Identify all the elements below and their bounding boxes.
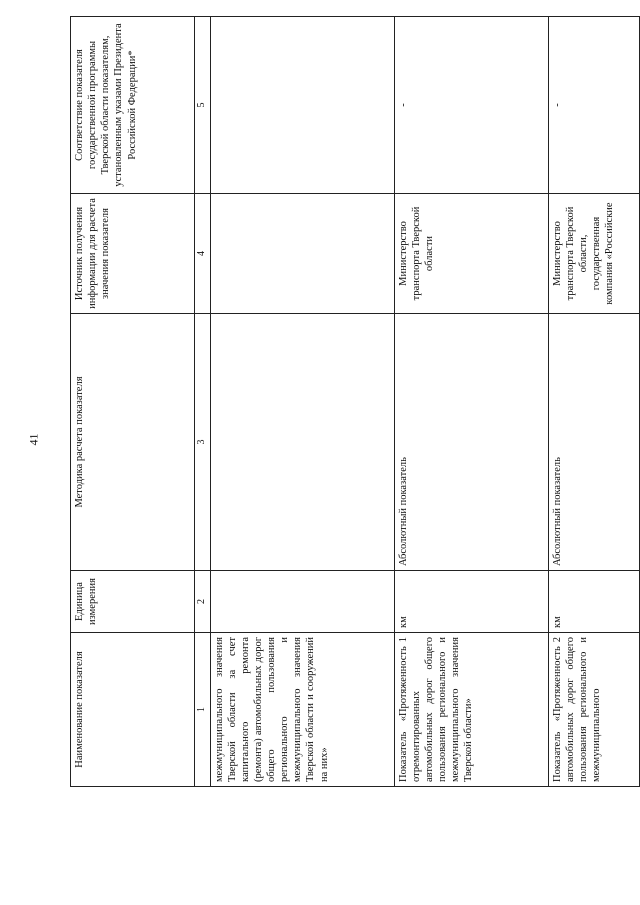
row-2-compliance: - (548, 17, 640, 194)
row-0-method (210, 314, 394, 571)
row-0-source (210, 194, 394, 314)
column-number-row (195, 17, 211, 787)
row-1-method: Абсолютный показатель (394, 314, 548, 571)
row-1-name-text: Показатель «Протяженность отремонтированных автомобильных дорог общего пользования регионального и межмуниципального значения Тверской области» (397, 637, 475, 782)
col-number-5: 5 (195, 17, 211, 194)
col-number-4: 4 (195, 194, 211, 314)
table-row (210, 17, 394, 787)
row-1-name (394, 633, 548, 787)
page-number: 41 (26, 433, 41, 446)
row-0-compliance (210, 17, 394, 194)
row-2-source: Министерство транспорта Тверской области, государственная компания «Российские (548, 194, 640, 314)
table-row (394, 17, 548, 787)
col-number-3: 3 (195, 314, 211, 571)
row-1-num: 1 (397, 637, 409, 643)
col-number-1: 1 (195, 633, 211, 787)
indicators-table (70, 16, 640, 787)
row-2-method: Абсолютный показатель (548, 314, 640, 571)
row-2-num: 2 (551, 637, 563, 643)
row-0-name-text: межмуниципального значения Тверской области за счет капитального ремонта (ремонта) автомобильных дорог общего пользования регионального и межмуниципального значения Тверской области и сооружений на них» (213, 637, 330, 782)
row-2-name-text: Показатель «Протяженность автомобильных дорог общего пользования регионального и межмуниципального (551, 637, 602, 782)
header-compliance: Соответствие показателя государственной программы Тверской области показателям, установленным указами Президента Российской Федерации* (71, 17, 195, 194)
rotated-table-container (70, 17, 640, 787)
table-wrapper (70, 17, 640, 787)
table-row (548, 17, 640, 787)
row-0-unit (210, 571, 394, 633)
header-source: Источник получения информации для расчета значения показателя (71, 194, 195, 314)
row-0-name (210, 633, 394, 787)
row-1-compliance: - (394, 17, 548, 194)
header-method: Методика расчета показателя (71, 314, 195, 571)
header-row (71, 17, 195, 787)
row-1-source: Министерство транспорта Тверской области (394, 194, 548, 314)
row-2-unit: км (548, 571, 640, 633)
row-1-unit: км (394, 571, 548, 633)
header-name: Наименование показателя (71, 633, 195, 787)
header-unit: Единица измерения (71, 571, 195, 633)
row-2-name (548, 633, 640, 787)
col-number-2: 2 (195, 571, 211, 633)
